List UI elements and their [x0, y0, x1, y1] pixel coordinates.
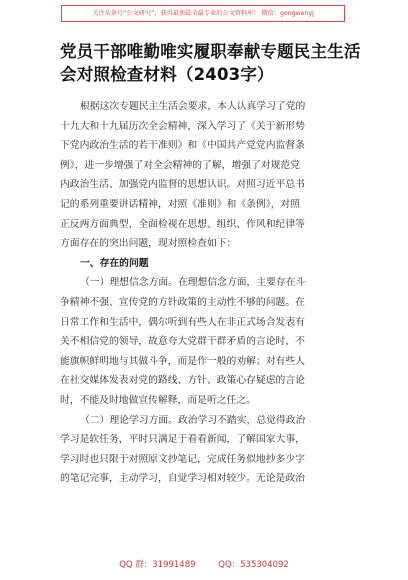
paragraph-line: 内政治生活、加强党内监督的思想认识。对照习近平总书 [60, 179, 305, 191]
footer-contact [0, 559, 408, 571]
paragraph-line: 日常工作和生活中，偶尔听到有些人在非正式场合发表有 [60, 316, 305, 328]
paragraph-line: 学习是软任务，平时只满足于看看新闻，了解国家大事， [60, 434, 305, 446]
paragraph-line: 学习时也只限于对照原文抄笔记，完成任务似地抄多少字 [60, 453, 305, 465]
paragraph-line: 记的系列重要讲话精神，对照《准则》和《条例》，对照 [60, 198, 301, 210]
paragraph-line: 十九大和十九届历次全会精神，深入学习了《关于新形势 [60, 120, 305, 132]
paragraph-line: 方面存在的突出问题，现对照检查如下： [60, 238, 237, 250]
paragraph-line: （二）理论学习方面。政治学习不踏实，总觉得政治 [80, 414, 306, 426]
document-title [60, 40, 360, 86]
paragraph-line: 的笔记完事，主动学习，自觉学习相对较少。无论是政治 [60, 473, 305, 485]
title-line-1: 党员干部唯勤唯实履职奉献专题民主生活 [60, 42, 361, 61]
title-line-2: 会对照检查材料（2403字） [60, 65, 274, 84]
section-heading: 一、存在的问题 [80, 257, 149, 269]
paragraph-line: 能旗帜鲜明地与其做斗争，而是作一般的劝解；对有些人 [60, 355, 305, 367]
paragraph-line: （一）理想信念方面。在理想信念方面，主要存在斗 [80, 277, 306, 289]
paragraph-line: 例》，进一步增强了对全会精神的了解，增强了对规范党 [60, 159, 301, 171]
promo-banner: 关注头条号“公文研究”，获得最新最全最专业的公文资料库！ 微信：gongwenyj [61, 5, 345, 22]
qq-group-number: QQ 群：31991489 [119, 560, 196, 570]
paragraph-line: 在社交媒体发表对党的路线、方针、政策心存疑虑的言论 [60, 375, 305, 387]
paragraph-line: 根据这次专题民主生活会要求，本人认真学习了党的 [80, 101, 306, 112]
paragraph-line: 关不相信党的领导，故意夸大党群干群矛盾的言论时，不 [60, 336, 305, 348]
paragraph-line: 争精神不强、宣传党的方针政策的主动性不够的问题。在 [60, 296, 305, 308]
paragraph-line: 时，不能及时地做宣传解释，而是听之任之。 [60, 394, 256, 406]
qq-number: QQ：535304092 [218, 560, 289, 570]
document-body [60, 97, 352, 489]
paragraph-line: 下党内政治生活的若干准则》和《中国共产党党内监督条 [60, 140, 305, 152]
paragraph-line: 正反两方面典型，全面检视在思想、组织、作风和纪律等 [60, 218, 305, 230]
